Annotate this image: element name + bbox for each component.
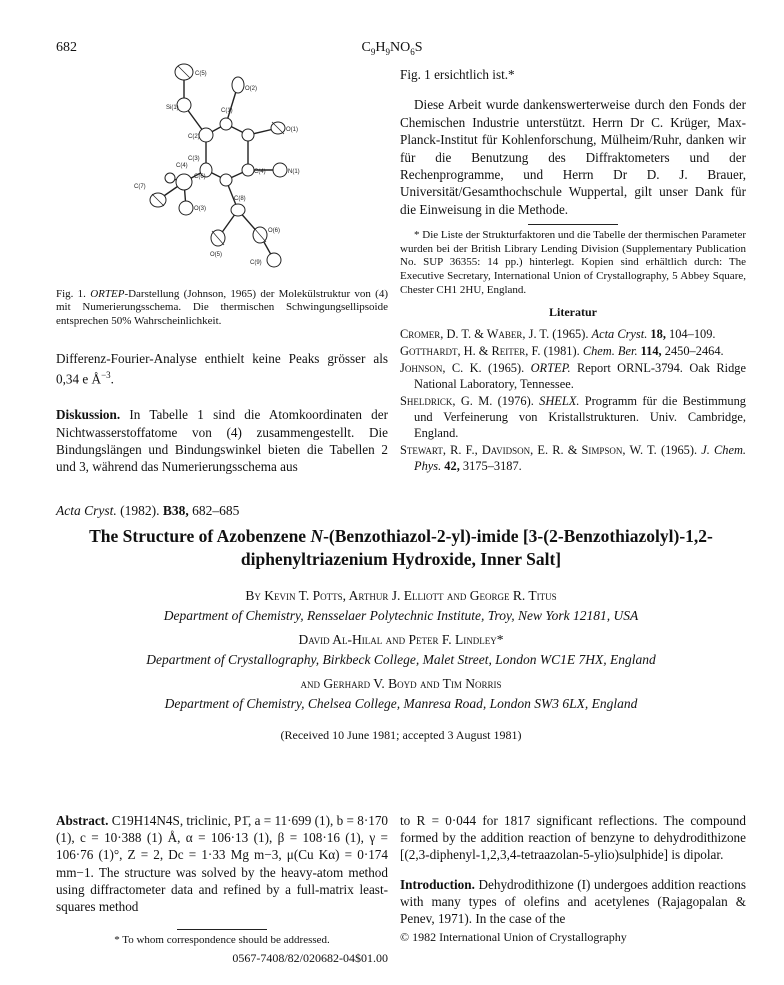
abstract-text: C19H14N4S, triclinic, P1̄, a = 11·699 (1), b = 8·170 (1), c = 10·388 (1) Å, α = 106·13 (1), β = 108·16 (1), γ = 106·76 (1)°, Z = 2, Dc = 1·33 Mg m−3, μ(Cu Kα) = 0·174 mm−1. The structure was solved by the heavy-atom method using diffractometer data and refined by a full-matrix least-squares method [56,813,389,915]
atom-label: C(4) [176,163,188,169]
copyright-line: © 1982 International Union of Crystallography [400,930,627,945]
reference-list [400,326,746,474]
reference-item: Sheldrick, G. M. (1976). SHELX. Programm für die Bestimmung und Verfeinerung von Kristallstrukturen. Univ. Cambridge, England. [400,394,746,441]
atom-label: C(4) [254,169,266,175]
footnote-rule [528,224,618,225]
literatur-heading: Literatur [549,305,597,320]
reference-item: Johnson, C. K. (1965). ORTEP. Report ORNL-3794. Oak Ridge National Laboratory, Tennessee. [400,361,746,392]
left-column [56,350,388,476]
article-citation: Acta Cryst. (1982). B38, 682–685 [56,503,240,518]
atom-label: C(7) [134,184,146,190]
received-dates: (Received 10 June 1981; accepted 3 August 1981) [280,728,522,742]
atom-label: O(2) [245,86,257,92]
acknowledgement-paragraph: Diese Arbeit wurde dankenswerterweise durch den Fonds der Chemischen Industrie unterstützt. Herrn Dr C. Krüger, Max-Planck-Institut für Kohlenforschung, Mülheim/Ruhr, danken wir für die Benutzung des Diffraktometers und der Rechenprogramme, und Herrn Dr D. J. Brauer, Universität/Gesamthochschule Wuppertal, gilt unser Dank für die Einweisung in die Methode. [400,97,746,217]
affiliation-2: Department of Crystallography, Birkbeck College, Malet Street, London WC1E 7HX, England [146,652,656,667]
atom-label: C(6) [194,174,206,180]
authors-group-2: David Al-Hilal and Peter F. Lindley* [298,632,504,647]
atom-label: O(6) [268,228,280,234]
difference-fourier-paragraph: Differenz-Fourier-Analyse enthielt keine Peaks grösser als 0,34 e $Å^{-3}$. [56,351,388,387]
correspondence-footnote: * To whom correspondence should be addressed. [114,934,330,947]
abstract-heading: Abstract. [56,813,109,828]
authors-group-3: Gerhard V. Boyd and Tim Norris [323,676,502,691]
discussion-heading: Diskussion. [56,407,121,423]
author-block: By Kevin T. Potts, Arthur J. Elliott and George R. Titus Department of Chemistry, Rensselaer Polytechnic Institute, Troy, New York 12181, USA David Al-Hilal and Peter F. Lindley* Department of Crystallography, Birkbeck College, Malet Street, London WC1E 7HX, England and Gerhard V. Boyd and Tim Norris Department of Chemistry, Chelsea College, Manresa Road, London SW3 6LX, England (Received 10 June 1981; accepted 3 August 1981) [56,588,746,743]
page-number: 682 [56,40,77,55]
reference-item: Cromer, D. T. & Waber, J. T. (1965). Acta Cryst. 18, 104–109. [400,327,716,342]
fig-sentence: Fig. 1 ersichtlich ist.* [400,67,515,82]
atom-label: O(5) [210,252,222,258]
right-column [400,66,746,475]
abstract-right [400,812,746,945]
atom-label: O(3) [194,206,206,212]
discussion-paragraph: Diskussion. In Tabelle 1 sind die Atomkoordinaten der Nichtwasserstoffatome von (4) zusammengestellt. Die Bindungslängen und Bindungswinkel bieten die Tabellen 2 und 3, während das Numerierungsschema aus [56,407,389,475]
atom-label: C(2) [188,134,200,140]
abstract-continued: to R = 0·044 for 1817 significant reflections. The compound formed by the addition reaction of benzyne to dehydrodithizone [(2,3-diphenyl-1,2,3,4-tetraazolan-5-ylio)sulphide] is dipolar. [400,813,746,863]
affiliation-1: Department of Chemistry, Rensselaer Polytechnic Institute, Troy, New York 12181, USA [163,608,639,623]
atom-label: C(5) [195,71,207,77]
introduction-paragraph: Introduction. Dehydrodithizone (I) undergoes addition reactions with many types of olefins and acetylenes (Rajagopalan & Penev, 1971). In the case of the [400,876,747,927]
reference-item: Stewart, R. F., Davidson, E. R. & Simpson, W. T. (1965). J. Chem. Phys. 42, 3175–3187. [400,443,746,474]
footnote: * Die Liste der Strukturfaktoren und die Tabelle der thermischen Parameter wurden bei der British Library Lending Division (Supplementary Publication No. SUP 36355: 14 pp.) hinterlegt. Kopien sind erhältlich durch: The Executive Secretary, International Union of Crystallography, 5 Abbey Square, Chester CH1 2HU, England. [400,229,746,296]
atom-label: C(9) [250,260,262,266]
reference-item: Gotthardt, H. & Reiter, F. (1981). Chem. Ber. 114, 2450–2464. [400,344,724,359]
atom-label: N(1) [288,169,300,175]
affiliation-3: Department of Chemistry, Chelsea College, Manresa Road, London SW3 6LX, England [164,696,638,711]
ortep-figure [128,60,328,280]
atom-label: C(8) [234,196,246,202]
caption-ortep: ORTEP [90,288,125,300]
issn-code: 0567-7408/82/020682-04$01.00 [232,950,388,965]
atom-label: C(1) [221,108,233,114]
caption-text: -Darstellung (Johnson, 1965) der Molekülstruktur von (4) mit Numerierungsschema. Die thermischen Schwingungsellipsoide entsprechen 50% Wahrscheinlichkeit. [56,288,388,327]
running-head-formula: $C_9H_9NO_6S$ [361,40,423,57]
atom-label: C(3) [188,156,200,162]
atom-label: Si(1) [166,105,179,111]
figure-caption [56,288,388,328]
atom-label: O(1) [286,127,298,133]
footnote-rule [177,929,267,930]
authors-group-1: Kevin T. Potts, Arthur J. Elliott and George R. Titus [264,588,557,603]
article-title: The Structure of Azobenzene N-(Benzothiazol-2-yl)-imide [3-(2-Benzothiazolyl)-1,2- diphenyltriazenium Hydroxide, Inner Salt] [89,526,713,569]
abstract-left [56,812,388,966]
caption-label: Fig. 1. [56,288,86,300]
introduction-heading: Introduction. [400,876,475,892]
